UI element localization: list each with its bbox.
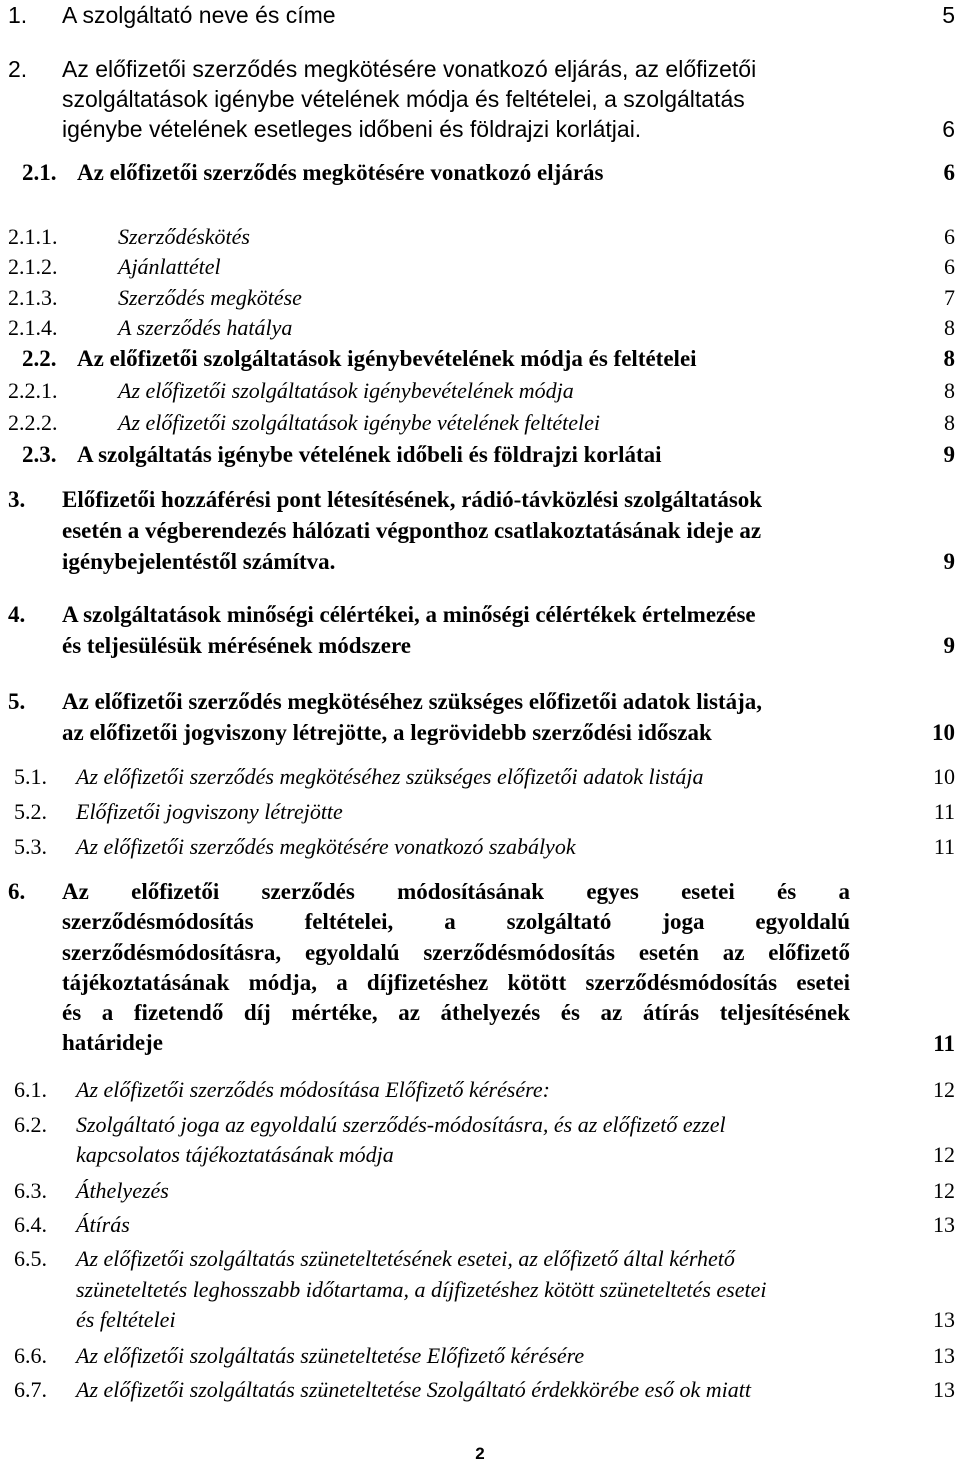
toc-entry-number: 6.6. [14, 1343, 47, 1368]
toc-entry-title-line: igénybejelentéstől számítva. [62, 549, 336, 574]
toc-entry-page-number: 9 [943, 633, 955, 658]
toc-entry-number: 2.1.2. [8, 254, 58, 279]
toc-entry-page-number: 9 [943, 442, 955, 467]
toc-entry-page-number: 12 [933, 1077, 955, 1102]
toc-entry-page-number: 13 [933, 1343, 955, 1368]
toc-entry-title-line: Szolgáltató joga az egyoldalú szerződés-módosításra, és az előfizető ezzel [76, 1112, 726, 1137]
toc-entry-page-number: 8 [944, 378, 955, 403]
toc-entry-title: Az előfizetői szolgáltatás szüneteltetése Szolgáltató érdekkörébe eső ok miatt [76, 1377, 751, 1402]
toc-entry-page-number: 13 [933, 1377, 955, 1402]
toc-entry-number: 2. [8, 56, 28, 82]
toc-entry-title: Az előfizetői szerződés megkötésére vonatkozó szabályok [76, 834, 576, 859]
toc-entry-number: 1. [8, 2, 28, 28]
toc-entry-page-number: 10 [932, 720, 955, 745]
toc-entry-title: Az előfizetői szerződés módosítása Előfizető kérésére: [76, 1077, 550, 1102]
toc-entry-page-number: 12 [933, 1142, 955, 1167]
toc-entry-title [62, 877, 850, 1059]
toc-entry-number: 2.1.4. [8, 315, 58, 340]
toc-entry-title: Ajánlattétel [118, 254, 221, 279]
toc-entry-title-line: határideje [62, 1030, 163, 1056]
toc-entry-number: 4. [8, 602, 26, 627]
toc-entry-title: Az előfizetői szolgáltatások igénybevételének módja és feltételei [77, 346, 697, 371]
toc-entry-title: Áthelyezés [76, 1178, 169, 1203]
toc-entry-page-number: 9 [943, 549, 955, 574]
toc-entry-title [62, 686, 852, 748]
toc-entry-title: Az előfizetői szolgáltatások igénybevételének módja [118, 378, 574, 403]
toc-entry-title-line: tájékoztatásának módja, a díjfizetéshez kötött szerződésmódosítás esetei [62, 969, 850, 995]
toc-entry-number: 6. [8, 879, 26, 904]
toc-entry-title [76, 1110, 856, 1170]
toc-entry-title: Előfizetői jogviszony létrejötte [76, 799, 343, 824]
toc-entry-page-number: 6 [944, 224, 955, 249]
toc-entry-number: 6.7. [14, 1377, 47, 1402]
toc-entry-page-number: 8 [944, 410, 955, 435]
toc-entry-page-number: 13 [933, 1307, 955, 1332]
toc-entry-number: 3. [8, 487, 26, 512]
toc-entry-title-line: szerződésmódosítás feltételei, a szolgáltató joga egyoldalú [62, 909, 850, 935]
toc-entry-title [62, 54, 852, 144]
toc-entry-title: Az előfizetői szolgáltatás szüneteltetése Előfizető kérésére [76, 1343, 585, 1368]
toc-entry-title: A szerződés hatálya [118, 315, 293, 340]
toc-entry-title-line: és a fizetendő díj mértéke, az áthelyezés és az átírás teljesítésének [62, 1000, 850, 1026]
toc-entry-number: 2.2.2. [8, 410, 58, 435]
toc-entry-number: 5.1. [14, 764, 47, 789]
toc-entry-page-number: 7 [944, 285, 955, 310]
toc-entry-title [62, 599, 852, 661]
toc-entry-title-line: Az előfizetői szerződés megkötésére vonatkozó eljárás, az előfizetői [62, 56, 757, 82]
toc-entry-page-number: 8 [944, 315, 955, 340]
toc-entry-page-number: 11 [933, 799, 955, 824]
toc-entry-number: 5.2. [14, 799, 47, 824]
toc-entry-title: A szolgáltató neve és címe [62, 2, 336, 28]
toc-entry-page-number: 6 [942, 116, 955, 142]
toc-entry-title-line: és teljesülésük mérésének módszere [62, 633, 411, 658]
toc-entry-title-line: Előfizetői hozzáférési pont létesítésének, rádió-távközlési szolgáltatások [62, 487, 763, 512]
toc-entry-number: 2.1. [22, 160, 57, 185]
toc-entry-title-line: igénybe vételének esetleges időbeni és földrajzi korlátjai. [62, 116, 642, 142]
toc-entry-title-line: Az előfizetői szerződés módosításának egyes esetei és a [62, 879, 850, 904]
toc-entry-number: 2.2. [22, 346, 57, 371]
toc-entry-title: Átírás [76, 1212, 130, 1237]
toc-entry-page-number: 13 [933, 1212, 955, 1237]
toc-entry-title: Az előfizetői szerződés megkötéséhez szükséges előfizetői adatok listája [76, 764, 704, 789]
toc-entry-title: Szerződéskötés [118, 224, 250, 249]
toc-entry-title-line: A szolgáltatások minőségi célértékei, a minőségi célértékek értelmezése [62, 602, 756, 627]
toc-entry-page-number: 8 [943, 346, 955, 371]
toc-entry-title-line: az előfizetői jogviszony létrejötte, a legrövidebb szerződési időszak [62, 720, 712, 745]
toc-entry-page-number: 5 [942, 2, 955, 28]
toc-entry-number: 5. [8, 689, 26, 714]
toc-entry-title-line: esetén a végberendezés hálózati végponthoz csatlakoztatásának ideje az [62, 518, 762, 543]
toc-entry-page-number: 11 [933, 1030, 955, 1056]
toc-entry-page-number: 12 [933, 1178, 955, 1203]
toc-entry-number: 6.5. [14, 1246, 47, 1271]
toc-entry-title-line: szolgáltatások igénybe vételének módja és feltételei, a szolgáltatás [62, 86, 745, 112]
toc-entry-page-number: 10 [933, 764, 955, 789]
toc-entry-title-line: Az előfizetői szolgáltatás szüneteltetésének esetei, az előfizető által kérhető [76, 1246, 735, 1271]
toc-entry-number: 6.1. [14, 1077, 47, 1102]
toc-entry-page-number: 11 [933, 834, 955, 859]
toc-entry-title [62, 484, 852, 577]
toc-entry-page-number: 6 [944, 254, 955, 279]
toc-entry-title-line: és feltételei [76, 1307, 176, 1332]
toc-entry-number: 5.3. [14, 834, 47, 859]
toc-entry-number: 2.1.1. [8, 224, 58, 249]
toc-entry-number: 6.3. [14, 1178, 47, 1203]
toc-entry-number: 6.4. [14, 1212, 47, 1237]
toc-entry-number: 2.2.1. [8, 378, 58, 403]
toc-entry-title: Szerződés megkötése [118, 285, 302, 310]
toc-entry-title-line: szüneteltetés leghosszabb időtartama, a díjfizetéshez kötött szüneteltetés esetei [76, 1276, 767, 1302]
toc-entry-title-line: szerződésmódosításra, egyoldalú szerződésmódosítás esetén az előfizető [62, 939, 850, 965]
toc-entry-title: Az előfizetői szerződés megkötésére vonatkozó eljárás [77, 160, 604, 185]
toc-entry-title [76, 1244, 856, 1336]
toc-entry-title-line: kapcsolatos tájékoztatásának módja [76, 1142, 394, 1167]
toc-entry-title-line: Az előfizetői szerződés megkötéséhez szükséges előfizetői adatok listája, [62, 689, 763, 714]
toc-entry-title: A szolgáltatás igénybe vételének időbeli és földrajzi korlátai [77, 442, 662, 467]
toc-entry-number: 2.3. [22, 442, 57, 467]
toc-entry-number: 2.1.3. [8, 285, 58, 310]
page-number: 2 [475, 1444, 485, 1463]
toc-entry-title: Az előfizetői szolgáltatások igénybe vételének feltételei [118, 410, 601, 435]
toc-entry-number: 6.2. [14, 1112, 47, 1137]
toc-entry-page-number: 6 [943, 160, 955, 185]
